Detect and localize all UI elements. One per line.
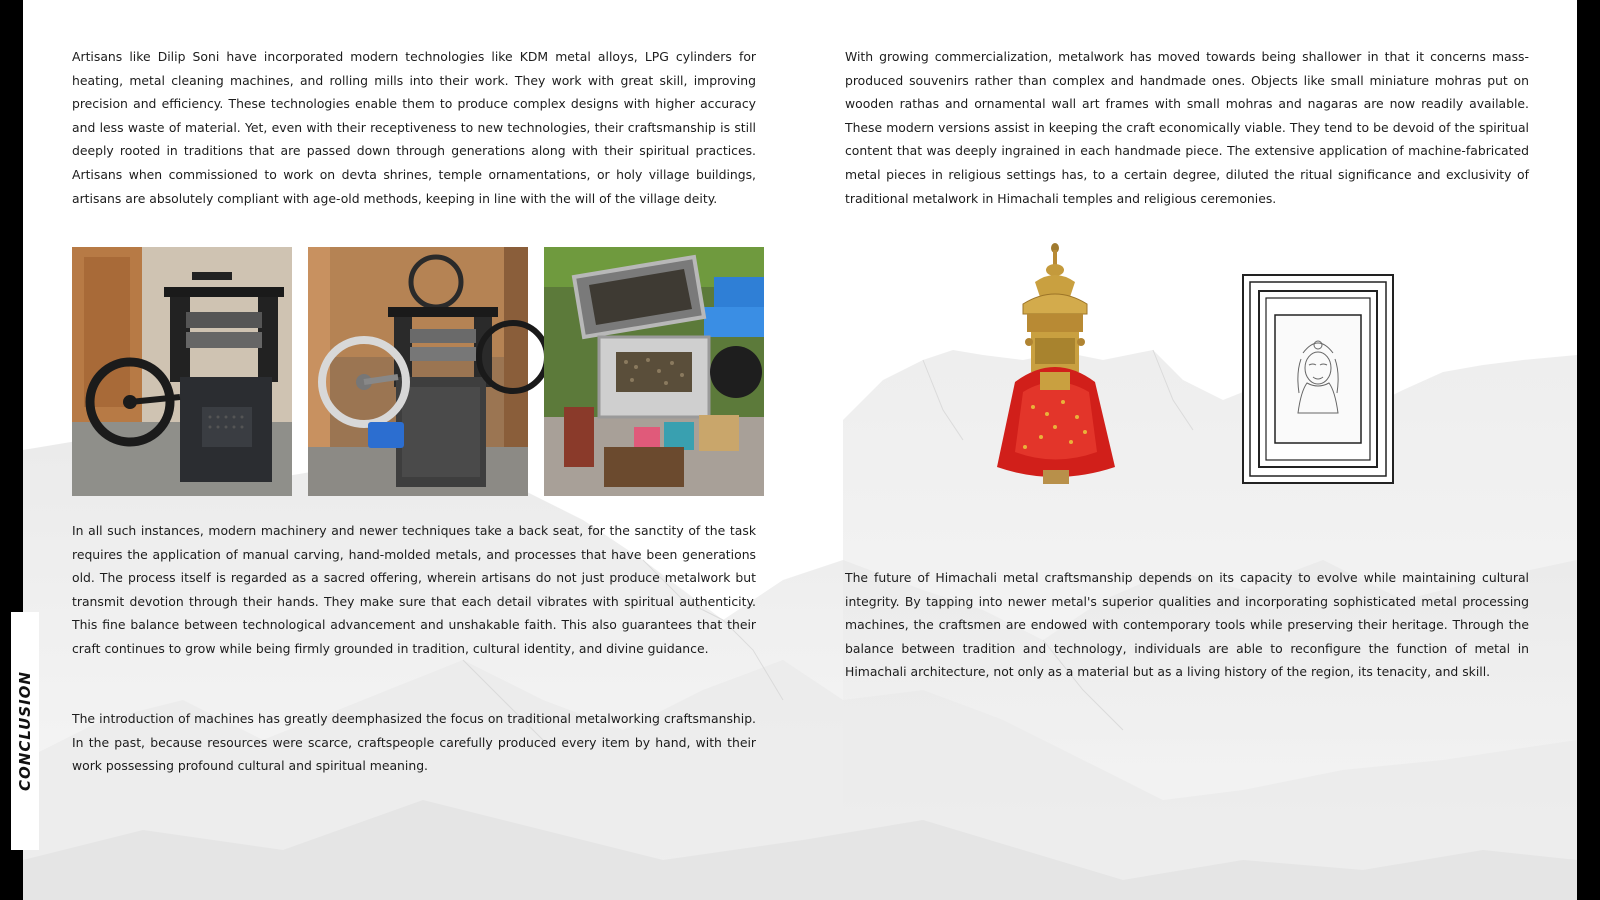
right-paragraph-1: With growing commercialization, metalwork has moved towards being shallower in that it concerns mass-produced souvenirs rather than complex and handmade ones. Objects like small miniature mohras put on wooden rathas and ornamental wall art frames with small mohras and nagaras are now readily available. These modern versions assist in keeping the craft economically viable. They tend to be devoid of the spiritual content that was deeply ingrained in each handmade piece. The extensive application of machine-fabricated metal pieces in religious settings has, to a certain degree, diluted the ritual significance and exclusivity of traditional metalwork in Himachali temples and religious ceremonies. (845, 49, 1529, 206)
left-paragraph-1: Artisans like Dilip Soni have incorporated modern technologies like KDM metal alloys, LPG cylinders for heating, metal cleaning machines, and rolling mills into their work. They work with great skill, improving precision and efficiency. These technologies enable them to produce complex designs with higher accuracy and less waste of material. Yet, even with their receptiveness to new technologies, their craftsmanship is still deeply rooted in traditions that are passed down through generations along with their spiritual practices. Artisans when commissioned to work on devta shrines, temple ornamentations, or holy village buildings, artisans are absolutely compliant with age-old methods, keeping in line with the will of the village deity. (72, 49, 756, 206)
document-page (16, 0, 1577, 900)
section-tab (11, 612, 39, 850)
right-page-edge (1577, 0, 1600, 900)
mohra-shrine-image (985, 242, 1125, 497)
left-paragraph-2: In all such instances, modern machinery and newer techniques take a back seat, for the sanctity of the task requires the application of manual carving, hand-molded metals, and processes that have been generations old. The process itself is regarded as a sacred offering, wherein artisans do not just produce metalwork but transmit devotion through their hands. They make sure that each detail vibrates with spiritual authenticity. This fine balance between technological advancement and unshakable faith. This also guarantees that their craft continues to grow while being firmly grounded in tradition, cultural identity, and divine guidance. (72, 523, 756, 656)
wall-art-frame-image (1241, 273, 1395, 485)
cleaning-machine-photo (544, 247, 764, 496)
rolling-mill-photo-2 (308, 247, 528, 496)
section-tab-label: CONCLUSION (16, 671, 34, 791)
left-paragraph-3: The introduction of machines has greatly deemphasized the focus on traditional metalworking craftsmanship. In the past, because resources were scarce, craftspeople carefully produced every item by hand, with their work possessing profound cultural and spiritual meaning. (72, 711, 756, 774)
rolling-mill-photo-1 (72, 247, 292, 496)
right-paragraph-2: The future of Himachali metal craftsmanship depends on its capacity to evolve while maintaining cultural integrity. By tapping into newer metal's superior qualities and incorporating sophisticated metal processing machines, the craftsmen are endowed with contemporary tools while preserving their heritage. Through the balance between tradition and technology, individuals are able to reconfigure the function of metal in Himachali architecture, not only as a material but as a living history of the region, its tenacity, and skill. (845, 570, 1529, 680)
